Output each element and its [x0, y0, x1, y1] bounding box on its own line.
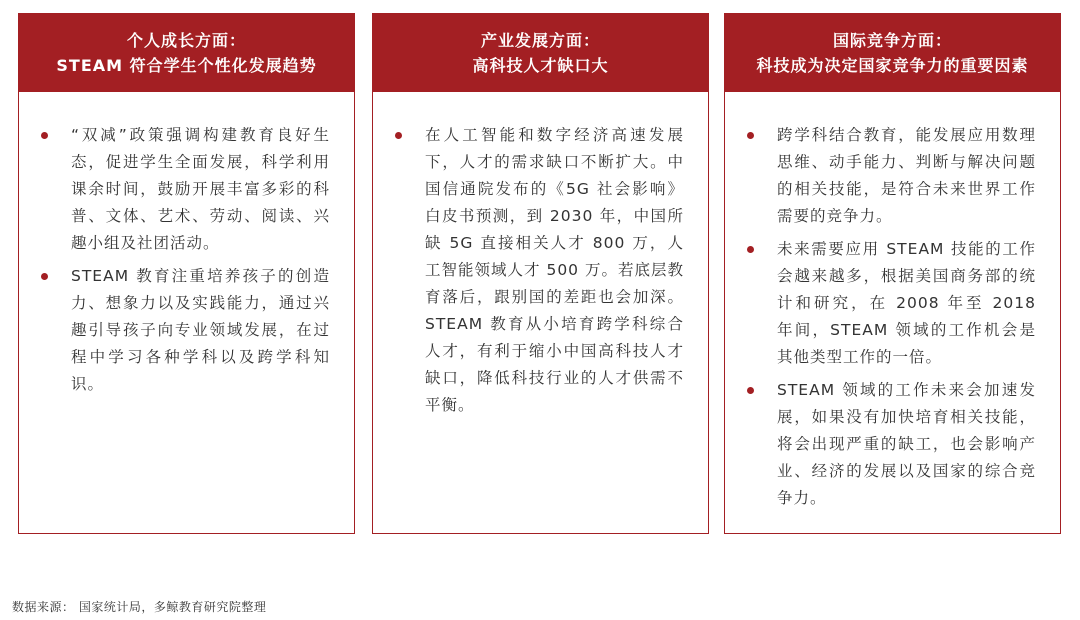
card-body: [19, 92, 354, 398]
bullet-text: STEAM 领域的工作未来会加速发展，如果没有加快培育相关技能，将会出现严重的缺工，也会影响产业、经济的发展以及国家的综合竞争力。: [777, 381, 1036, 507]
bullet-dot-icon: [395, 132, 402, 139]
bullet-text: “双减”政策强调构建教育良好生态，促进学生全面发展，科学利用课余时间，鼓励开展丰富多彩的科普、文体、艺术、劳动、阅读、兴趣小组及社团活动。: [71, 126, 330, 252]
card-title-line1: 产业发展方面：: [480, 31, 600, 50]
bullet-dot-icon: [41, 273, 48, 280]
bullet-dot-icon: [41, 132, 48, 139]
bullet-text: 跨学科结合教育，能发展应用数理思维、动手能力、判断与解决问题的相关技能，是符合未来世界工作需要的竞争力。: [777, 126, 1036, 225]
card-title-line2: STEAM 符合学生个性化发展趋势: [56, 56, 317, 75]
bullet-item: [393, 122, 684, 419]
card-international-competition: [724, 13, 1061, 534]
card-title-line2: 高科技人才缺口大: [472, 56, 609, 75]
bullet-list: [745, 122, 1036, 512]
card-title-line1: 个人成长方面：: [126, 31, 246, 50]
card-header: [373, 14, 708, 92]
bullet-text: 未来需要应用 STEAM 技能的工作会越来越多，根据美国商务部的统计和研究，在 2008 年至 2018 年间，STEAM 领域的工作机会是其他类型工作的一倍。: [777, 240, 1036, 366]
card-header: [725, 14, 1060, 92]
bullet-item: [39, 122, 330, 257]
bullet-list: [39, 122, 330, 398]
columns-container: [18, 13, 1063, 536]
bullet-item: [745, 122, 1036, 230]
bullet-item: [745, 236, 1036, 371]
card-body: [725, 92, 1060, 512]
card-title-line2: 科技成为决定国家竞争力的重要因素: [756, 56, 1029, 75]
card-body: [373, 92, 708, 419]
bullet-list: [393, 122, 684, 419]
bullet-text: STEAM 教育注重培养孩子的创造力、想象力以及实践能力，通过兴趣引导孩子向专业领域发展，在过程中学习各种学科以及跨学科知识。: [71, 267, 330, 393]
card-industry-development: [372, 13, 709, 534]
bullet-dot-icon: [747, 132, 754, 139]
bullet-item: [745, 377, 1036, 512]
card-personal-growth: [18, 13, 355, 534]
bullet-text: 在人工智能和数字经济高速发展下，人才的需求缺口不断扩大。中国信通院发布的《5G 社会影响》白皮书预测，到 2030 年，中国所缺 5G 直接相关人才 800 万，人工智能领域人才 500 万。若底层教育落后，跟别国的差距也会加深。STEAM 教育从小培育跨学科综合人才，有利于缩小中国高科技人才缺口，降低科技行业的人才供需不平衡。: [425, 126, 684, 414]
card-header: [19, 14, 354, 92]
source-note: 数据来源： 国家统计局，多鲸教育研究院整理: [12, 600, 267, 614]
bullet-item: [39, 263, 330, 398]
bullet-dot-icon: [747, 246, 754, 253]
card-title-line1: 国际竞争方面：: [832, 31, 952, 50]
bullet-dot-icon: [747, 387, 754, 394]
